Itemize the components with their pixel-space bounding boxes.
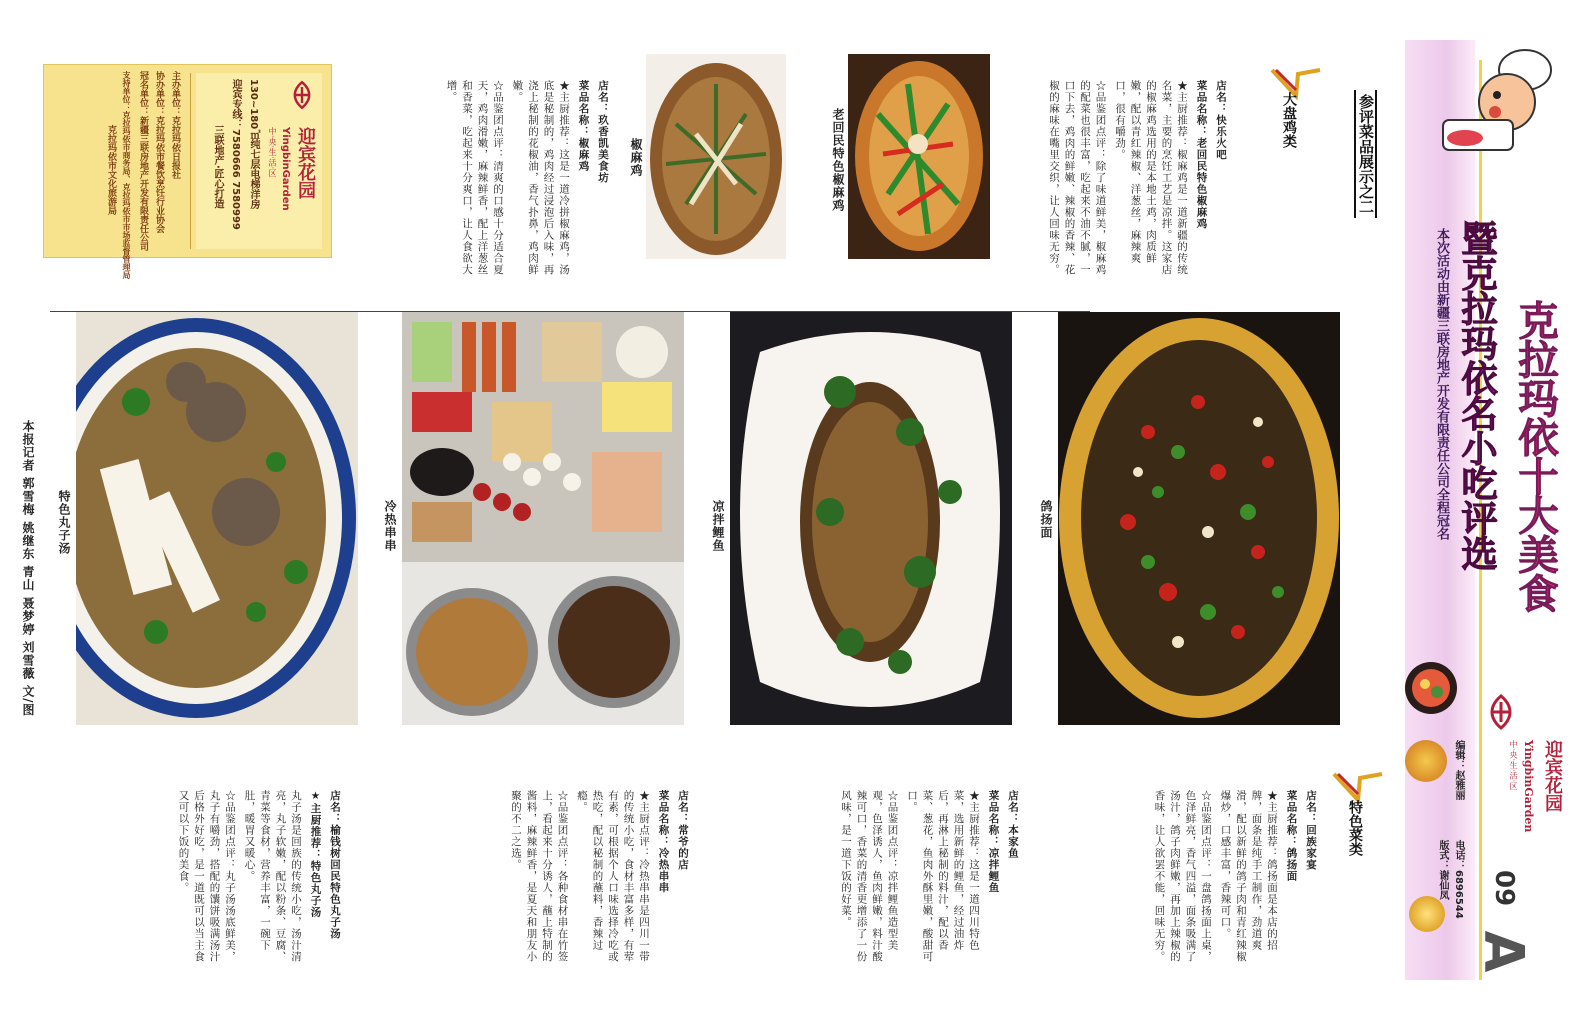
- photo-jiaomaji-platter-caption: 老回民特色椒麻鸡: [831, 108, 845, 212]
- category-chicken: 大盘鸡类: [1281, 92, 1297, 148]
- article-2-dish: 菜品名称：椒麻鸡: [577, 80, 590, 172]
- advert-divider: [190, 73, 191, 249]
- masthead: [1395, 40, 1575, 1028]
- advert-organizer-1: 主办单位：克拉玛依日报社: [170, 71, 180, 179]
- photo-lengre-chuanchuan-caption: 冷热串串: [383, 500, 397, 552]
- article-6-shop: 店名：榆钱树回民特色丸子汤: [329, 790, 341, 940]
- masthead-title-line1: 克拉玛依十大美食: [1512, 300, 1558, 612]
- article-2-rec: ★主厨推荐：这是一道冷拼椒麻鸡，汤底是秘制的，鸡肉经过浸泡后入味，再浇上秘制的花椒油，香气扑鼻，鸡肉鲜嫩。: [511, 80, 570, 276]
- photo-jiaomaji-platter: [848, 54, 990, 259]
- photo-jiaomaji-bowl-caption: 椒麻鸡: [629, 138, 643, 177]
- masthead-phone: 电话：6896544: [1453, 840, 1464, 919]
- article-1-review: ☆品鉴团点评：除了味道鲜美，椒麻鸡的配菜也很丰富，吃起来不油不腻，一口下去，鸡肉的鲜嫩、辣椒的香辣、花椒的麻味在嘴里交织，让人回味无穷。: [1048, 80, 1107, 276]
- article-6-review: ☆品鉴团点评：丸子汤汤底鲜美，丸子有嚼劲，搭配的馕饼吸满汤汁后格外好吃，是一道既可以当主食又可以下饭的美食。: [177, 790, 236, 963]
- article-6-text: [62, 790, 342, 970]
- article-3-text: [1018, 790, 1318, 970]
- advert-brand-name: 迎宾花园: [295, 127, 316, 199]
- advert-developer: 三联地产·匠心打造: [212, 125, 223, 209]
- photo-liangban-liyu: [730, 312, 1012, 725]
- article-5-dish: 菜品名称：冷热串串: [657, 790, 670, 894]
- photo-wanzi-tang-caption: 特色丸子汤: [57, 490, 71, 555]
- byline: 本报记者 郭雪梅 姚继东 青山 聂梦婷 刘雪薇 文/图: [21, 420, 35, 717]
- advert-organizer-3: 冠名单位：新疆三联房地产开发有限责任公司: [138, 71, 148, 251]
- article-6-dish: ★主厨推荐：特色丸子汤: [309, 790, 322, 918]
- masthead-brand-name-en: YingbinGarden: [1522, 740, 1535, 833]
- masthead-brand-slogan: 中·央·生·活·区: [1509, 740, 1518, 791]
- article-1-rec: ★主厨推荐：椒麻鸡是一道新疆的传统名菜，主要的烹饪工艺是凉拌。这家店的椒麻鸡选用的是本地土鸡，肉质鲜嫩，配以青红辣椒、洋葱丝，麻辣爽口，很有嚼劲。: [1114, 80, 1188, 276]
- article-3-shop: 店名：回族家宴: [1305, 790, 1317, 871]
- masthead-editor: 编辑：赵雅丽: [1453, 740, 1464, 800]
- article-2-text: [360, 80, 610, 280]
- advert-brand-slogan: 中·央·生·活·区: [268, 127, 277, 178]
- category-specialty-flag-icon: [1330, 770, 1386, 804]
- advert-logo-icon: [286, 79, 318, 111]
- article-4-text: [730, 790, 1020, 970]
- chef-mascot-icon: [1435, 40, 1555, 160]
- masthead-brand-name: 迎宾花园: [1542, 740, 1563, 812]
- advert-yingbin-garden: [43, 64, 332, 279]
- article-4-shop: 店名：本家鱼: [1007, 790, 1019, 859]
- advert-organizer-4: 支持单位：克拉玛依市商务局、克拉玛依市市场监督管理局: [122, 71, 131, 279]
- advert-brand-name-en: YingbinGarden: [280, 127, 291, 211]
- masthead-page-label: 09: [1489, 870, 1519, 907]
- advert-organizer-5: 克拉玛依市文化旅游局: [106, 125, 116, 215]
- article-3-dish: 菜品名称：鸽扬面: [1285, 790, 1298, 882]
- category-specialty: 特色菜类: [1347, 800, 1363, 856]
- article-3-rec: ★主厨推荐：鸽扬面是本店的招牌，面条是纯手工制作，劲道爽滑，配以新鲜的鸽子肉和青红辣椒爆炒，口感丰富，香辣可口。: [1219, 790, 1278, 963]
- masthead-edition-letter: A: [1472, 930, 1536, 973]
- masthead-sponsor-line: 本次活动由新疆三联房地产开发有限责任公司全程冠名: [1434, 228, 1449, 540]
- masthead-brand-logo-icon: [1481, 692, 1521, 732]
- masthead-title-line2: 暨克拉玛依名小吃评选: [1456, 220, 1497, 570]
- photo-lengre-chuanchuan: [402, 312, 684, 725]
- article-2-review: ☆品鉴团点评：清爽的口感十分适合夏天，鸡肉滑嫩，麻辣鲜香，配上洋葱丝和香菜，吃起来十分爽口，让人食欲大增。: [445, 80, 504, 276]
- section-title: 参评菜品展示之二: [1354, 90, 1377, 218]
- article-5-review: ☆品鉴团点评：各种食材串在竹签上，看起来十分诱人，蘸上特制的酱料，麻辣鲜香，是夏天和朋友小聚的不二之选。: [510, 790, 569, 963]
- article-5-rec: ★主厨点评：冷热串串是四川一带的传统小吃，食材丰富多样，有荤有素，可根据个人口味选择冷吃或热吃，配以秘制的蘸料，香辣过瘾。: [576, 790, 650, 963]
- advert-organizer-2: 协办单位：克拉玛依市餐饮烹饪行业协会: [154, 71, 164, 233]
- article-5-text: [390, 790, 690, 970]
- advert-hotline: 迎宾专线：7580666 7580999: [230, 79, 241, 230]
- food-plate-emblem-icon: [1403, 660, 1459, 716]
- article-1-dish: 菜品名称：老回民特色椒麻鸡: [1195, 80, 1208, 230]
- article-6-rec: 丸子汤是回族的传统小吃，汤汁清亮，丸子软嫩，配以粉条、豆腐、青菜等食材，营养丰富，一碗下肚，暖胃又暖心。: [243, 790, 302, 963]
- food-decor-icon-2: [1409, 896, 1445, 932]
- article-1-text: [1018, 80, 1228, 280]
- article-3-review: ☆品鉴团点评：一盘鸽扬面上桌，色泽鲜亮，香气四溢，面条吸满了汤汁，鸽子肉鲜嫩，再加上辣椒的香味，让人欲罢不能，回味无穷。: [1153, 790, 1212, 963]
- photo-geyangmian: [1058, 312, 1340, 725]
- advert-unit-line: 130~180㎡纯七层电梯洋房: [248, 79, 259, 210]
- article-5-shop: 店名：常爷的店: [677, 790, 689, 871]
- masthead-layout: 版式：谢仙凤: [1437, 840, 1448, 900]
- photo-geyangmian-caption: 鸽扬面: [1039, 500, 1053, 539]
- article-1-shop: 店名：快乐火吧: [1215, 80, 1227, 161]
- article-4-review: ☆品鉴团点评：凉拌鲤鱼造型美观，色泽诱人，鱼肉鲜嫩，料汁酸辣可口，香菜的清香更增添了一份风味，是一道下饭的好菜。: [840, 790, 899, 963]
- photo-liangban-liyu-caption: 凉拌鲤鱼: [711, 500, 725, 552]
- article-4-rec: ★主厨推荐：这是一道四川特色菜，选用新鲜的鲤鱼，经过油炸后，再淋上秘制的料汁，配以香菜、葱花，鱼肉外酥里嫩，酸甜可口。: [906, 790, 980, 963]
- food-decor-icon: [1405, 740, 1447, 782]
- photo-wanzi-tang: [76, 312, 358, 725]
- photo-jiaomaji-bowl: [646, 54, 786, 259]
- article-4-dish: 菜品名称：凉拌鲤鱼: [987, 790, 1000, 894]
- article-2-shop: 店名：玖香凯美食坊: [597, 80, 609, 184]
